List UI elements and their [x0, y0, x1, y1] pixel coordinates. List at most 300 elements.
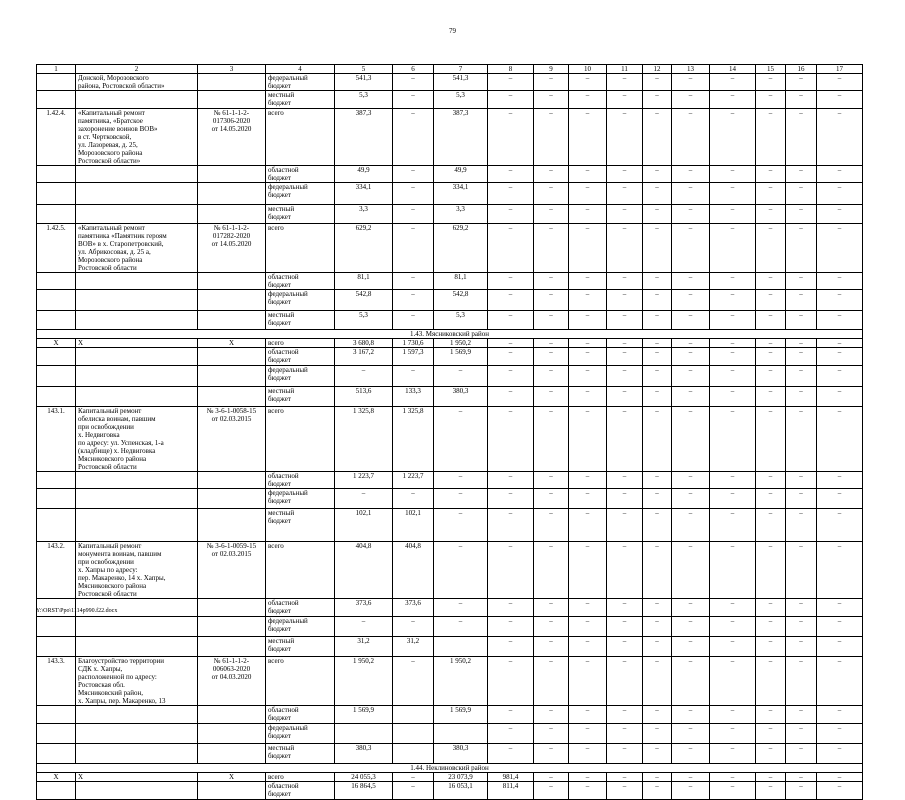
cell-col-8: –	[488, 290, 534, 311]
header-cell: 10	[569, 65, 607, 74]
cell-col-10: –	[569, 205, 607, 224]
table-row	[37, 366, 863, 387]
cell-col-11: –	[607, 472, 643, 489]
cell-col-10: –	[569, 637, 607, 657]
cell-col-15: –	[756, 166, 786, 183]
budget-table	[36, 64, 863, 800]
cell-col-2	[76, 273, 198, 290]
cell-col-3	[198, 290, 266, 311]
table-row	[37, 311, 863, 330]
cell-col-11: –	[607, 706, 643, 724]
cell-col-12: –	[643, 472, 672, 489]
table-row	[37, 273, 863, 290]
cell-col-15: –	[756, 224, 786, 273]
header-cell: 6	[393, 65, 434, 74]
cell-col-16: –	[786, 91, 817, 109]
header-cell: 4	[266, 65, 335, 74]
cell-col-7: 5,3	[434, 311, 488, 330]
cell-col-1: 1.42.4.	[37, 109, 76, 166]
cell-col-9: –	[534, 724, 569, 744]
cell-col-8: –	[488, 509, 534, 542]
cell-col-9: –	[534, 782, 569, 800]
cell-col-9: –	[534, 348, 569, 366]
cell-col-7: 23 073,9	[434, 773, 488, 782]
cell-col-14: –	[710, 744, 756, 764]
cell-col-5: –	[335, 617, 393, 637]
cell-col-10: –	[569, 387, 607, 407]
cell-col-8: –	[488, 205, 534, 224]
cell-col-10: –	[569, 366, 607, 387]
cell-col-5: 3 167,2	[335, 348, 393, 366]
cell-col-3: X	[198, 773, 266, 782]
cell-col-8: 811,4	[488, 782, 534, 800]
cell-col-2: Капитальный ремонт обелиска воинам, павшим при освобождении х. Недвиговка по адресу: ул. Успенская, 1-а (кладбище) х. Недвиговка Мясниковского района Ростовской области	[76, 407, 198, 472]
cell-col-7: 49,9	[434, 166, 488, 183]
cell-col-4: местный бюджет	[266, 387, 335, 407]
cell-col-10: –	[569, 744, 607, 764]
cell-col-1	[37, 366, 76, 387]
cell-col-16: –	[786, 74, 817, 91]
table-row	[37, 339, 863, 348]
cell-col-9: –	[534, 339, 569, 348]
cell-col-15: –	[756, 724, 786, 744]
cell-col-14: –	[710, 542, 756, 599]
cell-col-11: –	[607, 166, 643, 183]
cell-col-6: 102,1	[393, 509, 434, 542]
cell-col-1	[37, 74, 76, 91]
cell-col-8: –	[488, 542, 534, 599]
cell-col-4: местный бюджет	[266, 205, 335, 224]
cell-col-13: –	[672, 290, 710, 311]
cell-col-1: 143.1.	[37, 407, 76, 472]
cell-col-11: –	[607, 348, 643, 366]
cell-col-1	[37, 311, 76, 330]
cell-col-3	[198, 724, 266, 744]
cell-col-17: –	[817, 657, 863, 706]
cell-col-17: –	[817, 599, 863, 617]
cell-col-13: –	[672, 183, 710, 205]
cell-col-6: 1 325,8	[393, 407, 434, 472]
cell-col-17: –	[817, 509, 863, 542]
cell-col-3: № 61-1-1-2- 017282-2020 от 14.05.2020	[198, 224, 266, 273]
cell-col-9: –	[534, 311, 569, 330]
cell-col-16: –	[786, 311, 817, 330]
cell-col-6: 133,3	[393, 387, 434, 407]
cell-col-16: –	[786, 782, 817, 800]
cell-col-13: –	[672, 782, 710, 800]
cell-col-6: 1 597,3	[393, 348, 434, 366]
cell-col-14: –	[710, 91, 756, 109]
cell-col-4: местный бюджет	[266, 91, 335, 109]
cell-col-12: –	[643, 366, 672, 387]
cell-col-13: –	[672, 617, 710, 637]
cell-col-1	[37, 290, 76, 311]
cell-col-16: –	[786, 617, 817, 637]
cell-col-8: –	[488, 183, 534, 205]
cell-col-2: «Капитальный ремонт памятника «Памятник героям ВОВ» в х. Старопетровский, ул. Абрикосовая, д. 25 а, Морозовского района Ростовской области	[76, 224, 198, 273]
cell-col-17: –	[817, 183, 863, 205]
cell-col-9: –	[534, 166, 569, 183]
cell-col-13: –	[672, 773, 710, 782]
cell-col-5: 1 950,2	[335, 657, 393, 706]
cell-col-10: –	[569, 348, 607, 366]
cell-col-3: X	[198, 339, 266, 348]
cell-col-5: 102,1	[335, 509, 393, 542]
cell-col-6	[393, 706, 434, 724]
cell-col-3	[198, 273, 266, 290]
cell-col-4: всего	[266, 773, 335, 782]
cell-col-16: –	[786, 109, 817, 166]
cell-col-7: 387,3	[434, 109, 488, 166]
table-row	[37, 74, 863, 91]
cell-col-9: –	[534, 637, 569, 657]
cell-col-12: –	[643, 782, 672, 800]
cell-col-3: № 3-6-1-0058-15 от 02.03.2015	[198, 407, 266, 472]
cell-col-8: –	[488, 657, 534, 706]
cell-col-11: –	[607, 407, 643, 472]
cell-col-7: 542,8	[434, 290, 488, 311]
cell-col-12: –	[643, 109, 672, 166]
cell-col-8: –	[488, 311, 534, 330]
cell-col-10: –	[569, 183, 607, 205]
header-cell: 2	[76, 65, 198, 74]
cell-col-1	[37, 387, 76, 407]
cell-col-16: –	[786, 290, 817, 311]
cell-col-14: –	[710, 782, 756, 800]
cell-col-14: –	[710, 407, 756, 472]
cell-col-11: –	[607, 724, 643, 744]
cell-col-15: –	[756, 637, 786, 657]
cell-col-8: –	[488, 74, 534, 91]
cell-col-7: 1 569,9	[434, 706, 488, 724]
table-row	[37, 744, 863, 764]
cell-col-4: всего	[266, 657, 335, 706]
cell-col-9: –	[534, 657, 569, 706]
header-cell: 14	[710, 65, 756, 74]
cell-col-10: –	[569, 407, 607, 472]
cell-col-1	[37, 489, 76, 509]
cell-col-7: 541,3	[434, 74, 488, 91]
cell-col-13: –	[672, 74, 710, 91]
cell-col-15: –	[756, 387, 786, 407]
cell-col-17: –	[817, 744, 863, 764]
cell-col-4: федеральный бюджет	[266, 366, 335, 387]
cell-col-4: федеральный бюджет	[266, 617, 335, 637]
cell-col-10: –	[569, 273, 607, 290]
cell-col-13: –	[672, 637, 710, 657]
table-row	[37, 224, 863, 273]
cell-col-14: –	[710, 599, 756, 617]
table-row	[37, 348, 863, 366]
cell-col-8: –	[488, 489, 534, 509]
cell-col-9: –	[534, 542, 569, 599]
cell-col-17: –	[817, 205, 863, 224]
cell-col-6: –	[393, 773, 434, 782]
cell-col-14: –	[710, 617, 756, 637]
cell-col-7: 380,3	[434, 744, 488, 764]
cell-col-1: 143.2.	[37, 542, 76, 599]
cell-col-3: № 3-6-1-0059-15 от 02.03.2015	[198, 542, 266, 599]
cell-col-14: –	[710, 166, 756, 183]
cell-col-11: –	[607, 109, 643, 166]
cell-col-2	[76, 183, 198, 205]
cell-col-10: –	[569, 773, 607, 782]
cell-col-6: –	[393, 205, 434, 224]
cell-col-13: –	[672, 387, 710, 407]
cell-col-16: –	[786, 205, 817, 224]
cell-col-7: 1 950,2	[434, 339, 488, 348]
cell-col-8: –	[488, 407, 534, 472]
cell-col-2	[76, 205, 198, 224]
cell-col-10: –	[569, 224, 607, 273]
cell-col-14: –	[710, 472, 756, 489]
cell-col-5: 541,3	[335, 74, 393, 91]
cell-col-2	[76, 744, 198, 764]
cell-col-9: –	[534, 273, 569, 290]
cell-col-3	[198, 205, 266, 224]
cell-col-10: –	[569, 91, 607, 109]
cell-col-13: –	[672, 407, 710, 472]
cell-col-13: –	[672, 109, 710, 166]
cell-col-5: 1 569,9	[335, 706, 393, 724]
cell-col-3	[198, 617, 266, 637]
cell-col-3	[198, 599, 266, 617]
table-body	[37, 74, 863, 800]
cell-col-6	[393, 744, 434, 764]
cell-col-7: –	[434, 407, 488, 472]
cell-col-6: 1 730,6	[393, 339, 434, 348]
table-row	[37, 509, 863, 542]
cell-col-3	[198, 489, 266, 509]
cell-col-13: –	[672, 366, 710, 387]
cell-col-3	[198, 166, 266, 183]
cell-col-12: –	[643, 290, 672, 311]
cell-col-4: областной бюджет	[266, 782, 335, 800]
cell-col-10: –	[569, 724, 607, 744]
header-cell: 17	[817, 65, 863, 74]
table-row	[37, 542, 863, 599]
table-row	[37, 657, 863, 706]
cell-col-11: –	[607, 91, 643, 109]
cell-col-9: –	[534, 489, 569, 509]
cell-col-9: –	[534, 205, 569, 224]
cell-col-15: –	[756, 472, 786, 489]
cell-col-8: –	[488, 109, 534, 166]
cell-col-17: –	[817, 773, 863, 782]
cell-col-17: –	[817, 224, 863, 273]
cell-col-8: –	[488, 744, 534, 764]
cell-col-16: –	[786, 472, 817, 489]
cell-col-7: 1 569,9	[434, 348, 488, 366]
cell-col-11: –	[607, 744, 643, 764]
cell-col-5: 5,3	[335, 311, 393, 330]
cell-col-6: –	[393, 273, 434, 290]
cell-col-6: –	[393, 366, 434, 387]
cell-col-9: –	[534, 617, 569, 637]
table-row	[37, 387, 863, 407]
cell-col-13: –	[672, 706, 710, 724]
cell-col-10: –	[569, 74, 607, 91]
cell-col-1	[37, 348, 76, 366]
cell-col-10: –	[569, 599, 607, 617]
cell-col-8: –	[488, 637, 534, 657]
cell-col-17: –	[817, 339, 863, 348]
cell-col-3	[198, 348, 266, 366]
cell-col-12: –	[643, 744, 672, 764]
cell-col-14: –	[710, 311, 756, 330]
cell-col-14: –	[710, 657, 756, 706]
cell-col-4: областной бюджет	[266, 166, 335, 183]
cell-col-4: всего	[266, 407, 335, 472]
cell-col-16: –	[786, 657, 817, 706]
cell-col-12: –	[643, 91, 672, 109]
cell-col-16: –	[786, 366, 817, 387]
cell-col-16: –	[786, 706, 817, 724]
cell-col-16: –	[786, 273, 817, 290]
cell-col-11: –	[607, 273, 643, 290]
cell-col-4: федеральный бюджет	[266, 290, 335, 311]
cell-col-15: –	[756, 348, 786, 366]
cell-col-7: 16 053,1	[434, 782, 488, 800]
cell-col-5: 629,2	[335, 224, 393, 273]
cell-col-8: –	[488, 599, 534, 617]
cell-col-5: 81,1	[335, 273, 393, 290]
cell-col-1: X	[37, 773, 76, 782]
cell-col-10: –	[569, 339, 607, 348]
cell-col-13: –	[672, 542, 710, 599]
cell-col-11: –	[607, 782, 643, 800]
cell-col-4: областной бюджет	[266, 706, 335, 724]
cell-col-10: –	[569, 489, 607, 509]
cell-col-16: –	[786, 724, 817, 744]
cell-col-11: –	[607, 657, 643, 706]
cell-col-6: –	[393, 74, 434, 91]
cell-col-5: 373,6	[335, 599, 393, 617]
cell-col-5: 334,1	[335, 183, 393, 205]
cell-col-16: –	[786, 489, 817, 509]
cell-col-15: –	[756, 91, 786, 109]
cell-col-3	[198, 366, 266, 387]
cell-col-1: 1.42.5.	[37, 224, 76, 273]
cell-col-3: № 61-1-1-2- 017306-2020 от 14.05.2020	[198, 109, 266, 166]
cell-col-1	[37, 782, 76, 800]
cell-col-8: –	[488, 339, 534, 348]
cell-col-12: –	[643, 637, 672, 657]
cell-col-12: –	[643, 224, 672, 273]
cell-col-5: 513,6	[335, 387, 393, 407]
cell-col-12: –	[643, 773, 672, 782]
cell-col-2	[76, 617, 198, 637]
cell-col-1	[37, 744, 76, 764]
table-row	[37, 472, 863, 489]
cell-col-15: –	[756, 407, 786, 472]
cell-col-2	[76, 290, 198, 311]
cell-col-4: всего	[266, 224, 335, 273]
cell-col-14: –	[710, 509, 756, 542]
cell-col-15: –	[756, 744, 786, 764]
cell-col-3	[198, 472, 266, 489]
cell-col-9: –	[534, 387, 569, 407]
cell-col-7: 5,3	[434, 91, 488, 109]
cell-col-15: –	[756, 74, 786, 91]
cell-col-17: –	[817, 706, 863, 724]
cell-col-6: –	[393, 489, 434, 509]
cell-col-4: федеральный бюджет	[266, 724, 335, 744]
cell-col-5: –	[335, 366, 393, 387]
cell-col-8: –	[488, 273, 534, 290]
cell-col-4: всего	[266, 109, 335, 166]
cell-col-14: –	[710, 489, 756, 509]
cell-col-17: –	[817, 109, 863, 166]
cell-col-5: 387,3	[335, 109, 393, 166]
cell-col-12: –	[643, 311, 672, 330]
cell-col-10: –	[569, 509, 607, 542]
cell-col-1	[37, 91, 76, 109]
cell-col-11: –	[607, 617, 643, 637]
cell-col-15: –	[756, 657, 786, 706]
cell-col-10: –	[569, 472, 607, 489]
cell-col-9: –	[534, 74, 569, 91]
header-cell: 9	[534, 65, 569, 74]
cell-col-2: «Капитальный ремонт памятника, «Братское захоронение воинов ВОВ» в ст. Чертковской, ул. Лазоревая, д. 25, Морозовского района Ростовской области»	[76, 109, 198, 166]
cell-col-5: 49,9	[335, 166, 393, 183]
cell-col-9: –	[534, 706, 569, 724]
cell-col-5: 5,3	[335, 91, 393, 109]
cell-col-5: 16 864,5	[335, 782, 393, 800]
cell-col-4: областной бюджет	[266, 472, 335, 489]
cell-col-16: –	[786, 339, 817, 348]
cell-col-8: –	[488, 91, 534, 109]
cell-col-2	[76, 387, 198, 407]
cell-col-1	[37, 706, 76, 724]
cell-col-10: –	[569, 290, 607, 311]
cell-col-5	[335, 724, 393, 744]
cell-col-5: 31,2	[335, 637, 393, 657]
cell-col-1	[37, 273, 76, 290]
header-cell: 8	[488, 65, 534, 74]
cell-col-5: 404,8	[335, 542, 393, 599]
section-row	[37, 330, 863, 339]
cell-col-11: –	[607, 599, 643, 617]
cell-col-12: –	[643, 489, 672, 509]
cell-col-2	[76, 472, 198, 489]
cell-col-16: –	[786, 224, 817, 273]
cell-col-14: –	[710, 74, 756, 91]
cell-col-8: –	[488, 366, 534, 387]
cell-col-5: 3,3	[335, 205, 393, 224]
table-row	[37, 706, 863, 724]
cell-col-4: федеральный бюджет	[266, 489, 335, 509]
cell-col-15: –	[756, 706, 786, 724]
cell-col-11: –	[607, 387, 643, 407]
cell-col-5: 3 680,8	[335, 339, 393, 348]
cell-col-4: местный бюджет	[266, 637, 335, 657]
cell-col-12: –	[643, 724, 672, 744]
cell-col-17: –	[817, 290, 863, 311]
cell-col-9: –	[534, 366, 569, 387]
cell-col-17: –	[817, 74, 863, 91]
cell-col-14: –	[710, 109, 756, 166]
cell-col-1	[37, 205, 76, 224]
cell-col-17: –	[817, 489, 863, 509]
cell-col-2	[76, 724, 198, 744]
cell-col-17: –	[817, 366, 863, 387]
cell-col-9: –	[534, 773, 569, 782]
cell-col-8: –	[488, 472, 534, 489]
cell-col-14: –	[710, 224, 756, 273]
cell-col-15: –	[756, 599, 786, 617]
cell-col-13: –	[672, 724, 710, 744]
